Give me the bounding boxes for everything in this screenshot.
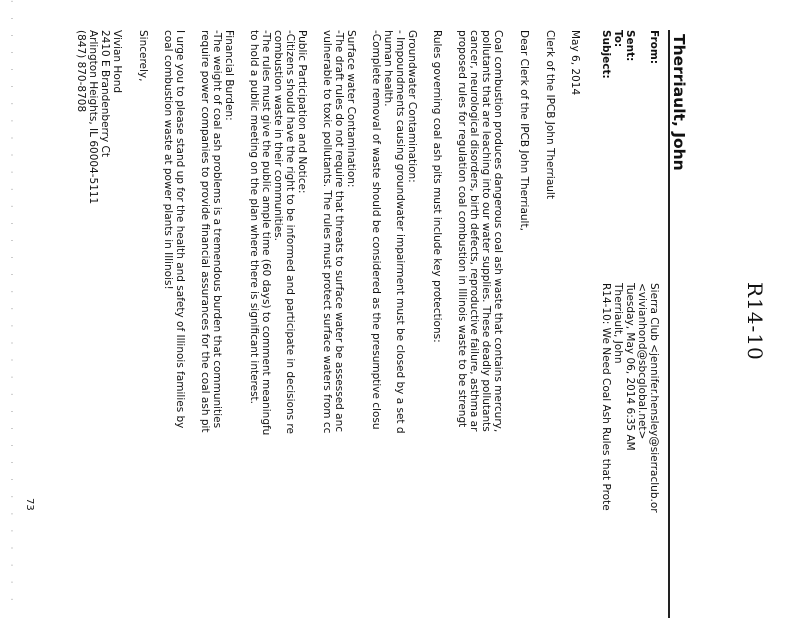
intro-line: Coal combustion produces dangerous coal ash waste that contains mercury, — [492, 30, 504, 433]
financial-heading: Financial Burden: — [223, 30, 235, 121]
financial-line: -The weight of coal ash problems is a tremendous burden that communities — [211, 30, 223, 429]
from-label: From: — [648, 30, 660, 65]
recipient-line: Clerk of the IPCB John Therriault — [544, 30, 556, 199]
from-value-line2: <vivianhond@sbcglobal.net> — [636, 283, 648, 440]
intro-tail: Rules governing coal ash pits must include key protections: — [431, 30, 443, 343]
participation-heading: Public Participation and Notice: — [296, 30, 308, 194]
participation-line: -The rules must give the public ample time (60 days) to comment meaningfu — [260, 30, 272, 436]
closing-line: I urge you to please stand up for the health and safety of Illinois families by — [174, 30, 186, 429]
sent-label: Sent: — [624, 30, 636, 62]
salutation: Dear Clerk of the IPCB John Therriault, — [518, 30, 530, 231]
intro-line: proposed rules for regulation coal combustion in Illinois waste to be strengt — [456, 30, 468, 428]
subject-value: R14-10: We Need Coal Ash Rules that Prote — [600, 283, 612, 511]
signature-street: 2410 E Brandenberry Ct — [99, 30, 111, 157]
surface-line: -The draft rules do not require that threats to surface water be assessed anc — [333, 30, 345, 433]
intro-line: cancer, neurological disorders, birth defects, reproductive failure, asthma ar — [468, 30, 480, 432]
letter-date: May 6, 2014 — [569, 30, 581, 96]
groundwater-heading: Groundwater Contamination: — [406, 30, 418, 183]
signature-city: Arlington Heights, IL 60004-5111 — [87, 30, 99, 205]
header-rule — [669, 30, 671, 618]
scan-noise-dots: · · · · · · · · · · · · · · · · · · · · · · · · · · · · · · · · · · · · — [7, 0, 16, 607]
groundwater-line: human health. — [382, 30, 394, 107]
groundwater-line: - Impoundments causing groundwater impairment must be closed by a set d — [394, 30, 406, 434]
document-number: R14-10 — [743, 282, 767, 361]
closing-line: coal combustion waste at power plants in Illinois! — [162, 30, 174, 290]
groundwater-line: -Complete removal of waste should be considered as the presumptive closu — [370, 30, 382, 430]
subject-label: Subject: — [600, 30, 612, 79]
page-number: 73 — [24, 498, 35, 511]
from-value-line1: Sierra Club <jennifer.hensley@sierraclub.or — [648, 283, 660, 513]
signoff: Sincerely, — [137, 30, 149, 82]
participation-line: -Citizens should have the right to be informed and participate in decisions re — [284, 30, 296, 434]
participation-line: combustion waste in their communities. — [272, 30, 284, 241]
intro-line: pollutants that are leaching into our water supplies. These deadly pollutants — [480, 30, 492, 432]
surface-heading: Surface water Contamination: — [345, 30, 357, 188]
financial-line: require power companies to provide financial assurances for the coal ash pit — [199, 30, 211, 433]
surface-line: vulnerable to toxic pollutants. The rules must protect surface waters from cc — [321, 30, 333, 434]
sent-value: Tuesday, May 06, 2014 6:35 AM — [624, 283, 636, 451]
to-value: Therriault, John — [612, 283, 624, 364]
signature-name: Vivian Hond — [111, 30, 123, 94]
participation-line: to hold a public meeting on the plan where there is significant interest. — [248, 30, 260, 405]
signature-phone: (847) 870-8708 — [75, 30, 87, 113]
sender-name: Therriault, John — [670, 34, 688, 171]
to-label: To: — [612, 30, 624, 48]
